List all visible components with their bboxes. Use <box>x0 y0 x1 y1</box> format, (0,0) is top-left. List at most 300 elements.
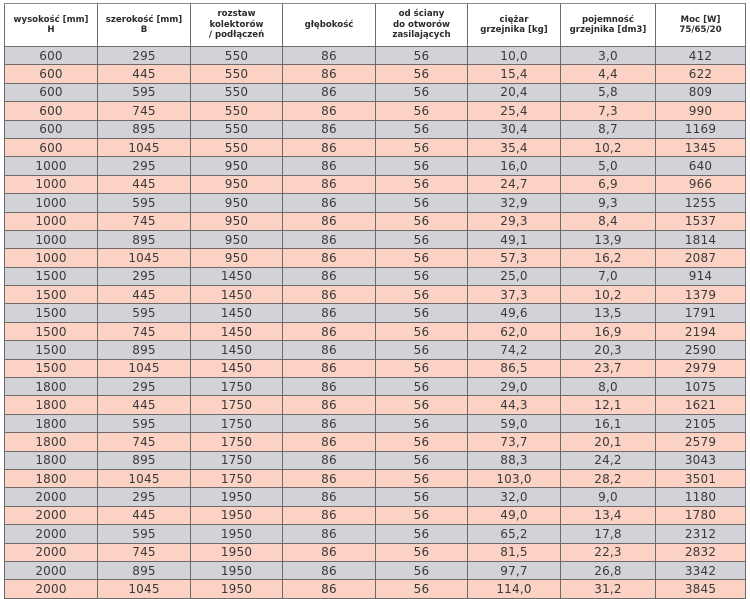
cell-weight: 49,0 <box>468 506 561 524</box>
cell-width: 595 <box>98 194 191 212</box>
cell-width: 895 <box>98 120 191 138</box>
cell-weight: 81,5 <box>468 543 561 561</box>
cell-height: 1800 <box>5 433 98 451</box>
cell-height: 1800 <box>5 378 98 396</box>
cell-weight: 49,6 <box>468 304 561 322</box>
header-label-line: / podłączeń <box>208 30 265 41</box>
table-row <box>5 525 746 543</box>
cell-wall-distance: 56 <box>376 120 468 138</box>
header-label-line: 75/65/20 <box>679 25 722 35</box>
cell-wall-distance: 56 <box>376 249 468 267</box>
cell-height: 2000 <box>5 561 98 579</box>
table-row <box>5 580 746 598</box>
cell-width: 595 <box>98 414 191 432</box>
cell-height: 2000 <box>5 488 98 506</box>
cell-weight: 20,4 <box>468 83 561 101</box>
cell-width: 445 <box>98 506 191 524</box>
cell-depth: 86 <box>283 341 376 359</box>
cell-capacity: 8,7 <box>561 120 656 138</box>
cell-wall-distance: 56 <box>376 580 468 598</box>
header-label-line: pojemność <box>581 14 635 25</box>
cell-width: 295 <box>98 47 191 65</box>
cell-depth: 86 <box>283 102 376 120</box>
cell-depth: 86 <box>283 451 376 469</box>
cell-depth: 86 <box>283 580 376 598</box>
cell-connection-spacing: 950 <box>191 157 283 175</box>
cell-height: 1800 <box>5 414 98 432</box>
cell-weight: 29,0 <box>468 378 561 396</box>
table-row <box>5 506 746 524</box>
cell-connection-spacing: 1750 <box>191 469 283 487</box>
header-label-line: zasilających <box>392 30 451 41</box>
cell-wall-distance: 56 <box>376 286 468 304</box>
cell-width: 295 <box>98 157 191 175</box>
cell-weight: 114,0 <box>468 580 561 598</box>
cell-width: 745 <box>98 543 191 561</box>
cell-width: 1045 <box>98 249 191 267</box>
cell-width: 295 <box>98 488 191 506</box>
cell-power: 1180 <box>656 488 746 506</box>
cell-capacity: 9,0 <box>561 488 656 506</box>
radiator-spec-table <box>4 3 746 599</box>
cell-wall-distance: 56 <box>376 212 468 230</box>
cell-wall-distance: 56 <box>376 506 468 524</box>
header-label-line: B <box>140 25 148 35</box>
cell-height: 1500 <box>5 286 98 304</box>
cell-capacity: 7,0 <box>561 267 656 285</box>
cell-width: 445 <box>98 286 191 304</box>
cell-connection-spacing: 950 <box>191 230 283 248</box>
cell-depth: 86 <box>283 65 376 83</box>
cell-power: 3845 <box>656 580 746 598</box>
cell-weight: 25,0 <box>468 267 561 285</box>
header-wall-distance <box>376 4 468 47</box>
cell-height: 600 <box>5 47 98 65</box>
cell-power: 2312 <box>656 525 746 543</box>
cell-capacity: 16,1 <box>561 414 656 432</box>
cell-wall-distance: 56 <box>376 433 468 451</box>
cell-connection-spacing: 550 <box>191 138 283 156</box>
cell-connection-spacing: 550 <box>191 120 283 138</box>
cell-depth: 86 <box>283 506 376 524</box>
cell-power: 1379 <box>656 286 746 304</box>
cell-wall-distance: 56 <box>376 359 468 377</box>
header-depth <box>283 4 376 47</box>
table-row <box>5 175 746 193</box>
cell-height: 1500 <box>5 304 98 322</box>
cell-height: 1800 <box>5 469 98 487</box>
cell-width: 1045 <box>98 138 191 156</box>
table-body <box>5 47 746 599</box>
cell-power: 914 <box>656 267 746 285</box>
table-header <box>5 4 746 47</box>
cell-power: 2579 <box>656 433 746 451</box>
table-row <box>5 396 746 414</box>
cell-weight: 24,7 <box>468 175 561 193</box>
table-row <box>5 451 746 469</box>
cell-width: 1045 <box>98 469 191 487</box>
table-row <box>5 194 746 212</box>
cell-width: 295 <box>98 267 191 285</box>
cell-depth: 86 <box>283 230 376 248</box>
cell-wall-distance: 56 <box>376 65 468 83</box>
cell-power: 1814 <box>656 230 746 248</box>
header-label-line: do otworów <box>393 19 450 30</box>
cell-capacity: 5,0 <box>561 157 656 175</box>
cell-width: 595 <box>98 304 191 322</box>
cell-connection-spacing: 1450 <box>191 304 283 322</box>
table-row <box>5 102 746 120</box>
cell-connection-spacing: 950 <box>191 175 283 193</box>
cell-capacity: 17,8 <box>561 525 656 543</box>
table-row <box>5 304 746 322</box>
table-row <box>5 469 746 487</box>
header-label-line: H <box>47 25 55 35</box>
header-label-line: kolektorów <box>209 19 264 30</box>
cell-wall-distance: 56 <box>376 396 468 414</box>
header-power <box>656 4 746 47</box>
cell-weight: 32,0 <box>468 488 561 506</box>
cell-wall-distance: 56 <box>376 304 468 322</box>
cell-wall-distance: 56 <box>376 267 468 285</box>
cell-connection-spacing: 1950 <box>191 488 283 506</box>
cell-width: 1045 <box>98 359 191 377</box>
cell-width: 745 <box>98 433 191 451</box>
cell-wall-distance: 56 <box>376 157 468 175</box>
cell-height: 600 <box>5 83 98 101</box>
cell-wall-distance: 56 <box>376 138 468 156</box>
header-weight <box>468 4 561 47</box>
header-width <box>98 4 191 47</box>
cell-wall-distance: 56 <box>376 230 468 248</box>
cell-capacity: 8,4 <box>561 212 656 230</box>
cell-connection-spacing: 1750 <box>191 414 283 432</box>
cell-weight: 57,3 <box>468 249 561 267</box>
cell-power: 1169 <box>656 120 746 138</box>
cell-capacity: 3,0 <box>561 47 656 65</box>
table-row <box>5 47 746 65</box>
cell-capacity: 16,9 <box>561 322 656 340</box>
cell-wall-distance: 56 <box>376 47 468 65</box>
cell-capacity: 20,3 <box>561 341 656 359</box>
header-label-line: głębokość <box>304 19 354 30</box>
table-row <box>5 249 746 267</box>
cell-weight: 59,0 <box>468 414 561 432</box>
cell-height: 1000 <box>5 230 98 248</box>
cell-height: 1000 <box>5 157 98 175</box>
cell-power: 1075 <box>656 378 746 396</box>
cell-width: 295 <box>98 378 191 396</box>
table-row <box>5 433 746 451</box>
cell-capacity: 10,2 <box>561 138 656 156</box>
table-row <box>5 561 746 579</box>
cell-height: 1500 <box>5 267 98 285</box>
cell-wall-distance: 56 <box>376 451 468 469</box>
cell-power: 3342 <box>656 561 746 579</box>
table-row <box>5 138 746 156</box>
cell-connection-spacing: 1950 <box>191 506 283 524</box>
cell-power: 412 <box>656 47 746 65</box>
table-row <box>5 267 746 285</box>
cell-depth: 86 <box>283 433 376 451</box>
cell-connection-spacing: 1450 <box>191 359 283 377</box>
cell-depth: 86 <box>283 249 376 267</box>
cell-power: 966 <box>656 175 746 193</box>
table-row <box>5 157 746 175</box>
cell-weight: 74,2 <box>468 341 561 359</box>
cell-power: 1537 <box>656 212 746 230</box>
cell-wall-distance: 56 <box>376 341 468 359</box>
cell-capacity: 13,4 <box>561 506 656 524</box>
cell-wall-distance: 56 <box>376 194 468 212</box>
cell-height: 1500 <box>5 341 98 359</box>
cell-connection-spacing: 1950 <box>191 561 283 579</box>
cell-connection-spacing: 550 <box>191 83 283 101</box>
cell-connection-spacing: 1950 <box>191 525 283 543</box>
cell-weight: 49,1 <box>468 230 561 248</box>
cell-weight: 97,7 <box>468 561 561 579</box>
table-row <box>5 488 746 506</box>
cell-capacity: 23,7 <box>561 359 656 377</box>
cell-capacity: 31,2 <box>561 580 656 598</box>
cell-capacity: 7,3 <box>561 102 656 120</box>
cell-depth: 86 <box>283 322 376 340</box>
cell-connection-spacing: 1950 <box>191 543 283 561</box>
cell-height: 2000 <box>5 580 98 598</box>
cell-depth: 86 <box>283 414 376 432</box>
table-row <box>5 359 746 377</box>
cell-height: 600 <box>5 120 98 138</box>
cell-wall-distance: 56 <box>376 83 468 101</box>
cell-weight: 15,4 <box>468 65 561 83</box>
cell-depth: 86 <box>283 194 376 212</box>
cell-width: 1045 <box>98 580 191 598</box>
header-label-line: Moc [W] <box>680 14 721 25</box>
cell-capacity: 8,0 <box>561 378 656 396</box>
cell-wall-distance: 56 <box>376 525 468 543</box>
cell-height: 600 <box>5 65 98 83</box>
cell-height: 1500 <box>5 322 98 340</box>
cell-depth: 86 <box>283 138 376 156</box>
cell-capacity: 13,9 <box>561 230 656 248</box>
cell-capacity: 6,9 <box>561 175 656 193</box>
cell-connection-spacing: 950 <box>191 249 283 267</box>
cell-width: 895 <box>98 341 191 359</box>
header-label-line: rozstaw <box>217 9 256 20</box>
cell-depth: 86 <box>283 120 376 138</box>
cell-height: 1000 <box>5 249 98 267</box>
cell-weight: 29,3 <box>468 212 561 230</box>
cell-wall-distance: 56 <box>376 561 468 579</box>
cell-depth: 86 <box>283 543 376 561</box>
cell-connection-spacing: 1750 <box>191 378 283 396</box>
cell-height: 2000 <box>5 506 98 524</box>
cell-width: 895 <box>98 230 191 248</box>
table-row <box>5 83 746 101</box>
cell-power: 3043 <box>656 451 746 469</box>
cell-depth: 86 <box>283 286 376 304</box>
header-label-line: grzejnika [kg] <box>480 25 548 35</box>
table-row <box>5 212 746 230</box>
table-row <box>5 322 746 340</box>
cell-width: 595 <box>98 83 191 101</box>
cell-depth: 86 <box>283 175 376 193</box>
cell-connection-spacing: 550 <box>191 102 283 120</box>
cell-connection-spacing: 1450 <box>191 322 283 340</box>
cell-height: 600 <box>5 102 98 120</box>
cell-power: 1621 <box>656 396 746 414</box>
cell-capacity: 16,2 <box>561 249 656 267</box>
cell-width: 745 <box>98 102 191 120</box>
cell-weight: 103,0 <box>468 469 561 487</box>
cell-power: 1255 <box>656 194 746 212</box>
table-row <box>5 378 746 396</box>
table-row <box>5 543 746 561</box>
cell-height: 1000 <box>5 194 98 212</box>
header-row <box>5 4 746 47</box>
cell-wall-distance: 56 <box>376 102 468 120</box>
table-row <box>5 120 746 138</box>
cell-weight: 44,3 <box>468 396 561 414</box>
cell-power: 2832 <box>656 543 746 561</box>
cell-weight: 32,9 <box>468 194 561 212</box>
cell-height: 1800 <box>5 396 98 414</box>
cell-power: 2087 <box>656 249 746 267</box>
header-label-line: grzejnika [dm3] <box>569 25 647 35</box>
cell-depth: 86 <box>283 396 376 414</box>
cell-depth: 86 <box>283 47 376 65</box>
cell-weight: 35,4 <box>468 138 561 156</box>
header-label-line: ciężar <box>499 14 529 25</box>
header-capacity <box>561 4 656 47</box>
cell-width: 745 <box>98 322 191 340</box>
cell-width: 745 <box>98 212 191 230</box>
cell-depth: 86 <box>283 359 376 377</box>
cell-capacity: 4,4 <box>561 65 656 83</box>
cell-weight: 86,5 <box>468 359 561 377</box>
cell-wall-distance: 56 <box>376 414 468 432</box>
cell-capacity: 26,8 <box>561 561 656 579</box>
cell-capacity: 10,2 <box>561 286 656 304</box>
cell-weight: 10,0 <box>468 47 561 65</box>
cell-connection-spacing: 1750 <box>191 396 283 414</box>
cell-power: 809 <box>656 83 746 101</box>
cell-weight: 25,4 <box>468 102 561 120</box>
cell-depth: 86 <box>283 212 376 230</box>
cell-power: 1780 <box>656 506 746 524</box>
cell-depth: 86 <box>283 304 376 322</box>
cell-power: 2194 <box>656 322 746 340</box>
cell-connection-spacing: 1450 <box>191 267 283 285</box>
cell-connection-spacing: 1450 <box>191 286 283 304</box>
cell-depth: 86 <box>283 488 376 506</box>
cell-capacity: 12,1 <box>561 396 656 414</box>
cell-depth: 86 <box>283 267 376 285</box>
cell-depth: 86 <box>283 561 376 579</box>
cell-wall-distance: 56 <box>376 378 468 396</box>
cell-depth: 86 <box>283 83 376 101</box>
cell-power: 990 <box>656 102 746 120</box>
cell-power: 640 <box>656 157 746 175</box>
header-label-line: wysokość [mm] <box>13 14 89 25</box>
cell-capacity: 24,2 <box>561 451 656 469</box>
cell-connection-spacing: 950 <box>191 212 283 230</box>
cell-wall-distance: 56 <box>376 322 468 340</box>
cell-connection-spacing: 550 <box>191 47 283 65</box>
table-row <box>5 341 746 359</box>
table-row <box>5 286 746 304</box>
cell-power: 2979 <box>656 359 746 377</box>
cell-weight: 65,2 <box>468 525 561 543</box>
table-row <box>5 65 746 83</box>
cell-connection-spacing: 1950 <box>191 580 283 598</box>
cell-weight: 73,7 <box>468 433 561 451</box>
cell-width: 895 <box>98 451 191 469</box>
cell-height: 1000 <box>5 175 98 193</box>
cell-width: 445 <box>98 396 191 414</box>
cell-height: 1000 <box>5 212 98 230</box>
cell-capacity: 5,8 <box>561 83 656 101</box>
cell-width: 595 <box>98 525 191 543</box>
radiator-spec-table-container <box>4 3 745 599</box>
cell-wall-distance: 56 <box>376 543 468 561</box>
cell-wall-distance: 56 <box>376 175 468 193</box>
cell-weight: 30,4 <box>468 120 561 138</box>
cell-width: 445 <box>98 175 191 193</box>
cell-connection-spacing: 950 <box>191 194 283 212</box>
header-connection-spacing <box>191 4 283 47</box>
cell-power: 622 <box>656 65 746 83</box>
header-label-line: szerokość [mm] <box>105 14 183 25</box>
table-row <box>5 414 746 432</box>
cell-depth: 86 <box>283 525 376 543</box>
cell-connection-spacing: 1750 <box>191 451 283 469</box>
cell-depth: 86 <box>283 157 376 175</box>
cell-weight: 37,3 <box>468 286 561 304</box>
cell-weight: 16,0 <box>468 157 561 175</box>
cell-weight: 88,3 <box>468 451 561 469</box>
header-label-line: od ściany <box>398 9 445 20</box>
cell-connection-spacing: 550 <box>191 65 283 83</box>
cell-capacity: 13,5 <box>561 304 656 322</box>
cell-connection-spacing: 1450 <box>191 341 283 359</box>
cell-capacity: 28,2 <box>561 469 656 487</box>
cell-depth: 86 <box>283 378 376 396</box>
cell-height: 2000 <box>5 543 98 561</box>
cell-width: 445 <box>98 65 191 83</box>
cell-height: 1800 <box>5 451 98 469</box>
cell-height: 2000 <box>5 525 98 543</box>
cell-height: 1500 <box>5 359 98 377</box>
table-row <box>5 230 746 248</box>
cell-weight: 62,0 <box>468 322 561 340</box>
cell-power: 2590 <box>656 341 746 359</box>
cell-power: 1791 <box>656 304 746 322</box>
cell-power: 1345 <box>656 138 746 156</box>
cell-wall-distance: 56 <box>376 488 468 506</box>
cell-capacity: 20,1 <box>561 433 656 451</box>
cell-connection-spacing: 1750 <box>191 433 283 451</box>
cell-power: 3501 <box>656 469 746 487</box>
cell-power: 2105 <box>656 414 746 432</box>
cell-capacity: 22,3 <box>561 543 656 561</box>
cell-height: 600 <box>5 138 98 156</box>
header-height <box>5 4 98 47</box>
cell-depth: 86 <box>283 469 376 487</box>
cell-capacity: 9,3 <box>561 194 656 212</box>
cell-wall-distance: 56 <box>376 469 468 487</box>
cell-width: 895 <box>98 561 191 579</box>
